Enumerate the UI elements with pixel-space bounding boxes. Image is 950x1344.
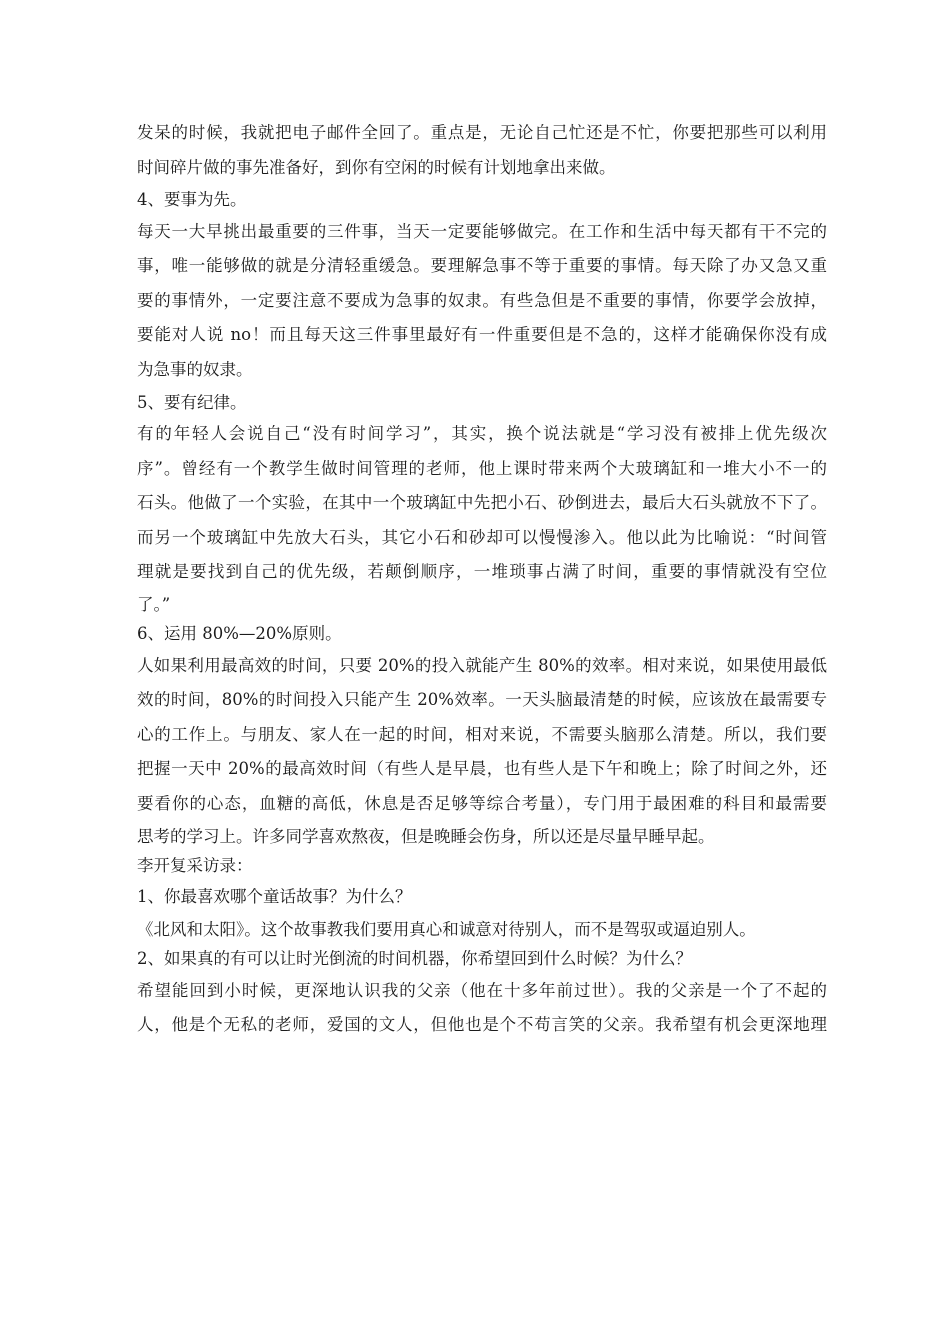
text-line: 《北风和太阳》。这个故事教我们要用真心和诚意对待别人，而不是驾驭或逼迫别人。 xyxy=(137,920,756,940)
text-line: 而另一个玻璃缸中先放大石头，其它小石和砂却可以慢慢渗入。他以此为比喻说：“时间管 xyxy=(137,527,827,547)
text-line: 序”。曾经有一个教学生做时间管理的老师，他上课时带来两个大玻璃缸和一堆大小不一的 xyxy=(137,458,827,478)
document-body xyxy=(137,116,827,1043)
text-line: 人，他是个无私的老师，爱国的文人，但他也是个不苟言笑的父亲。我希望有机会更深地理 xyxy=(137,1015,827,1035)
text-line: 事，唯一能够做的就是分清轻重缓急。要理解急事不等于重要的事情。每天除了办又急又重 xyxy=(137,256,827,276)
text-line: 2、如果真的有可以让时光倒流的时间机器，你希望回到什么时候？为什么？ xyxy=(137,949,692,969)
text-line: 李开复采访录： xyxy=(137,856,253,876)
text-line: 6、运用 80%—20%原则。 xyxy=(137,624,342,644)
text-line: 每天一大早挑出最重要的三件事，当天一定要能够做完。在工作和生活中每天都有干不完的 xyxy=(137,221,827,241)
text-line: 思考的学习上。许多同学喜欢熬夜，但是晚睡会伤身，所以还是尽量早睡早起。 xyxy=(137,826,715,846)
text-line: 效的时间，80%的时间投入只能产生 20%效率。一天头脑最清楚的时候，应该放在最需要专 xyxy=(137,690,827,710)
text-line: 发呆的时候，我就把电子邮件全回了。重点是，无论自己忙还是不忙，你要把那些可以利用 xyxy=(137,123,827,142)
text-line: 1、你最喜欢哪个童话故事？为什么？ xyxy=(137,887,412,907)
text-line: 石头。他做了一个实验，在其中一个玻璃缸中先把小石、砂倒进去，最后大石头就放不下了。 xyxy=(137,493,827,513)
text-line: 要看你的心态，血糖的高低，休息是否足够等综合考量），专门用于最困难的科目和最需要 xyxy=(137,794,827,814)
text-line: 为急事的奴隶。 xyxy=(137,359,253,379)
text-line: 把握一天中 20%的最高效时间（有些人是早晨，也有些人是下午和晚上；除了时间之外，还 xyxy=(137,759,827,779)
text-line: 要能对人说 no！而且每天这三件事里最好有一件重要但是不急的，这样才能确保你没有成 xyxy=(137,325,827,345)
text-line: 希望能回到小时候，更深地认识我的父亲（他在十多年前过世）。我的父亲是一个了不起的 xyxy=(137,980,827,1000)
text-line: 有的年轻人会说自己“没有时间学习”，其实，换个说法就是“学习没有被排上优先级次 xyxy=(137,423,827,443)
text-line: 了。” xyxy=(137,594,171,614)
text-line: 5、要有纪律。 xyxy=(137,392,247,412)
text-line: 要的事情外，一定要注意不要成为急事的奴隶。有些急但是不重要的事情，你要学会放掉， xyxy=(137,290,827,310)
text-line: 心的工作上。与朋友、家人在一起的时间，相对来说，不需要头脑那么清楚。所以，我们要 xyxy=(137,724,827,744)
text-line: 4、要事为先。 xyxy=(137,190,247,210)
text-line: 人如果利用最高效的时间，只要 20%的投入就能产生 80%的效率。相对来说，如果使用最低 xyxy=(137,655,827,675)
text-line: 时间碎片做的事先准备好，到你有空闲的时候有计划地拿出来做。 xyxy=(137,157,616,177)
text-line: 理就是要找到自己的优先级，若颠倒顺序，一堆琐事占满了时间，重要的事情就没有空位 xyxy=(137,562,827,582)
